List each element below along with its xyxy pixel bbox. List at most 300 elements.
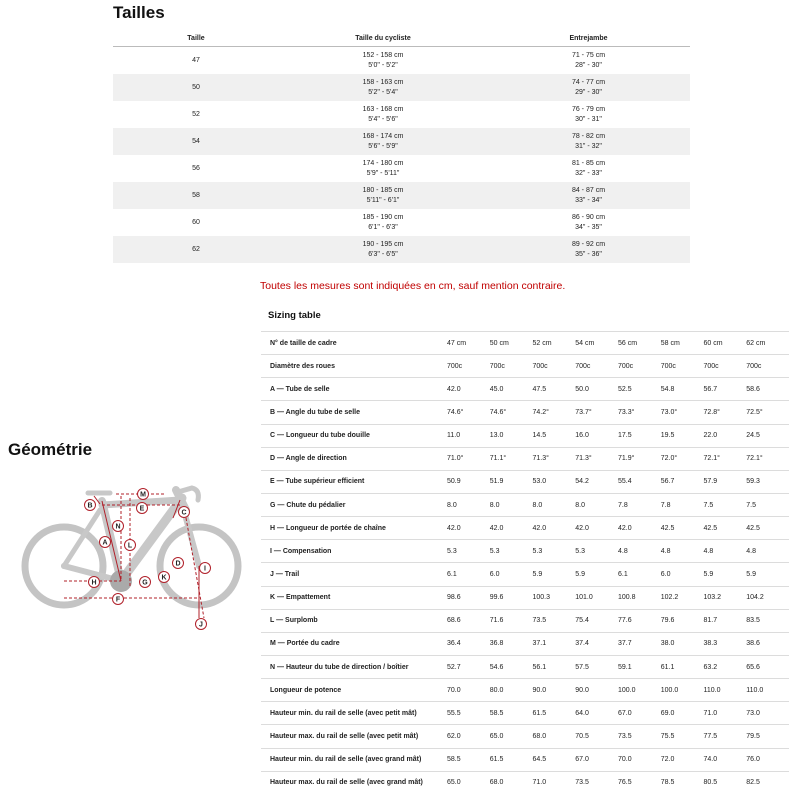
geometry-row-label: L — Surplomb [261, 609, 447, 632]
sizes-cell [487, 155, 690, 182]
size-cell: 54 [192, 137, 200, 145]
geometry-row-label: M — Portée du cadre [261, 632, 447, 655]
rider-height-in: 5'0" - 5'2" [368, 61, 398, 69]
geometry-value: 38.6 [746, 632, 789, 655]
frame-size-column-header: 58 cm [661, 332, 704, 355]
geometry-row-label: E — Tube supérieur efficient [261, 470, 447, 493]
svg-text:K: K [161, 574, 167, 582]
geometry-row-label: Hauteur max. du rail de selle (avec petit mât) [261, 725, 447, 748]
sizes-cell [279, 155, 487, 182]
inseam-in: 30" - 31" [575, 115, 602, 123]
inseam-cm: 81 - 85 cm [571, 159, 606, 167]
geometry-value: 71.3° [575, 447, 618, 470]
sizes-cell [279, 236, 487, 263]
frame-size-column-header: 50 cm [490, 332, 533, 355]
svg-text:N: N [115, 523, 121, 531]
geometry-row-label: Diamètre des roues [261, 355, 447, 378]
geometry-value: 72.5° [746, 401, 789, 424]
geometry-value: 72.1° [703, 447, 746, 470]
sizes-cell [487, 128, 690, 155]
svg-text:J: J [199, 621, 203, 629]
svg-text:H: H [91, 579, 97, 587]
geometry-value: 6.1 [447, 563, 490, 586]
svg-text:M: M [140, 491, 146, 499]
geometry-value: 58.5 [490, 702, 533, 725]
inseam-in: 34" - 35" [575, 223, 602, 231]
geometry-value: 58.5 [447, 748, 490, 771]
size-cell: 50 [192, 83, 200, 91]
geometry-value: 55.5 [447, 702, 490, 725]
geometry-row [261, 540, 789, 563]
geometry-row-label: Hauteur max. du rail de selle (avec grand mât) [261, 771, 447, 794]
geometry-value: 74.2° [532, 401, 575, 424]
geometry-value: 38.0 [661, 632, 704, 655]
geometry-row-label: H — Longueur de portée de chaîne [261, 517, 447, 540]
inseam-cm: 86 - 90 cm [571, 213, 606, 221]
geometry-value: 4.8 [661, 540, 704, 563]
geometry-value: 50.0 [575, 378, 618, 401]
geometry-value: 42.0 [532, 517, 575, 540]
geometry-value: 77.5 [703, 725, 746, 748]
label-G [140, 577, 151, 588]
sizes-cell [113, 74, 279, 101]
geometry-value: 67.0 [618, 702, 661, 725]
geometry-value: 700c [575, 355, 618, 378]
rider-height-in: 5'11" - 6'1" [366, 196, 400, 204]
sizes-row [113, 155, 690, 182]
geometry-row-label: G — Chute du pédalier [261, 493, 447, 516]
geometry-value: 11.0 [447, 424, 490, 447]
geometry-row [261, 586, 789, 609]
size-cell: 62 [192, 245, 200, 253]
sizes-cell [487, 236, 690, 263]
geometry-row [261, 748, 789, 771]
geometry-value: 55.4 [618, 470, 661, 493]
geometry-value: 42.0 [618, 517, 661, 540]
geometry-value: 74.6° [490, 401, 533, 424]
sizes-header-size: Taille [113, 30, 279, 47]
sizes-cell [279, 209, 487, 236]
label-K [159, 572, 170, 583]
geometry-value: 64.0 [575, 702, 618, 725]
geometry-row [261, 493, 789, 516]
geometry-value: 57.9 [703, 470, 746, 493]
geometry-value: 73.5 [575, 771, 618, 794]
sizes-cell [113, 155, 279, 182]
geometry-value: 101.0 [575, 586, 618, 609]
geometry-value: 79.5 [746, 725, 789, 748]
geometry-value: 72.8° [703, 401, 746, 424]
geometry-value: 45.0 [490, 378, 533, 401]
geometry-value: 75.5 [661, 725, 704, 748]
sizes-row [113, 74, 690, 101]
geometry-value: 42.5 [746, 517, 789, 540]
svg-text:L: L [127, 542, 133, 550]
geometry-value: 81.7 [703, 609, 746, 632]
geometry-row [261, 470, 789, 493]
geometry-value: 72.0° [661, 447, 704, 470]
geometry-value: 51.9 [490, 470, 533, 493]
sizes-cell [279, 74, 487, 101]
geometry-row [261, 424, 789, 447]
geometry-table [261, 331, 789, 794]
geometry-value: 71.0° [447, 447, 490, 470]
geometry-value: 70.0 [447, 679, 490, 702]
geometry-value: 61.1 [661, 655, 704, 678]
geometry-row [261, 447, 789, 470]
geometry-value: 8.0 [575, 493, 618, 516]
svg-text:C: C [181, 509, 187, 517]
inseam-cm: 84 - 87 cm [571, 186, 606, 194]
geometry-row [261, 725, 789, 748]
geometry-value: 42.5 [661, 517, 704, 540]
geometry-title: Géométrie [8, 440, 93, 459]
geometry-value: 14.5 [532, 424, 575, 447]
inseam-in: 31" - 32" [575, 142, 602, 150]
geometry-value: 42.0 [447, 378, 490, 401]
size-cell: 56 [192, 164, 200, 172]
geometry-value: 56.7 [661, 470, 704, 493]
geometry-value: 19.5 [661, 424, 704, 447]
inseam-in: 29" - 30" [575, 88, 602, 96]
inseam-cm: 89 - 92 cm [571, 240, 606, 248]
inseam-in: 35" - 36" [575, 250, 602, 258]
geometry-value: 73.0 [746, 702, 789, 725]
geometry-value: 700c [746, 355, 789, 378]
inseam-in: 33" - 34" [575, 196, 602, 204]
label-H [89, 577, 100, 588]
sizes-cell [487, 101, 690, 128]
geometry-value: 73.0° [661, 401, 704, 424]
size-cell: 52 [192, 110, 200, 118]
geometry-value: 6.1 [618, 563, 661, 586]
geometry-table-body [261, 332, 789, 794]
svg-text:E: E [139, 505, 145, 513]
rider-height-cm: 168 - 174 cm [362, 132, 404, 140]
rider-height-cm: 180 - 185 cm [362, 186, 404, 194]
geometry-value: 6.0 [490, 563, 533, 586]
geometry-row-label: Hauteur min. du rail de selle (avec petit mât) [261, 702, 447, 725]
geometry-row-label: I — Compensation [261, 540, 447, 563]
geometry-value: 103.2 [703, 586, 746, 609]
rider-height-in: 5'2" - 5'4" [368, 88, 398, 96]
geometry-value: 68.0 [532, 725, 575, 748]
svg-text:G: G [142, 579, 148, 587]
geometry-value: 68.0 [490, 771, 533, 794]
geometry-value: 110.0 [746, 679, 789, 702]
rider-height-in: 5'6" - 5'9" [368, 142, 398, 150]
geometry-value: 24.5 [746, 424, 789, 447]
size-cell: 60 [192, 218, 200, 226]
geometry-value: 65.0 [490, 725, 533, 748]
frame-size-column-header: 54 cm [575, 332, 618, 355]
geometry-value: 4.8 [703, 540, 746, 563]
rider-height-cm: 185 - 190 cm [362, 213, 404, 221]
geometry-row-label: C — Longueur du tube douille [261, 424, 447, 447]
geometry-value: 8.0 [447, 493, 490, 516]
sizes-header-row [113, 30, 690, 47]
geometry-value: 64.5 [532, 748, 575, 771]
geometry-value: 73.5 [618, 725, 661, 748]
geometry-value: 4.8 [746, 540, 789, 563]
geometry-value: 100.0 [661, 679, 704, 702]
geometry-value: 83.5 [746, 609, 789, 632]
inseam-in: 32" - 33" [575, 169, 602, 177]
geometry-value: 71.6 [490, 609, 533, 632]
geometry-value: 52.5 [618, 378, 661, 401]
geometry-value: 22.0 [703, 424, 746, 447]
sizes-cell [279, 182, 487, 209]
label-F [113, 594, 124, 605]
geometry-value: 54.8 [661, 378, 704, 401]
geometry-value: 75.4 [575, 609, 618, 632]
geometry-value: 52.7 [447, 655, 490, 678]
svg-text:B: B [87, 502, 93, 510]
geometry-value: 56.7 [703, 378, 746, 401]
geometry-value: 700c [703, 355, 746, 378]
geometry-value: 90.0 [532, 679, 575, 702]
geometry-row [261, 655, 789, 678]
sizes-cell [487, 182, 690, 209]
geometry-value: 5.9 [575, 563, 618, 586]
sizes-cell [487, 209, 690, 236]
geometry-value: 71.0 [703, 702, 746, 725]
svg-text:D: D [175, 560, 181, 568]
geometry-value: 110.0 [703, 679, 746, 702]
inseam-in: 28" - 30" [575, 61, 602, 69]
geometry-value: 5.3 [575, 540, 618, 563]
rider-height-cm: 158 - 163 cm [362, 78, 404, 86]
size-cell: 47 [192, 56, 200, 64]
rider-height-in: 5'4" - 5'6" [368, 115, 398, 123]
geometry-value: 54.6 [490, 655, 533, 678]
geometry-value: 17.5 [618, 424, 661, 447]
inseam-cm: 71 - 75 cm [571, 51, 606, 59]
sizes-cell [487, 74, 690, 101]
geometry-value: 68.6 [447, 609, 490, 632]
sizes-cell [279, 101, 487, 128]
sizes-body [113, 47, 690, 264]
rider-height-cm: 190 - 195 cm [362, 240, 404, 248]
geometry-header-row [261, 332, 789, 355]
geometry-value: 56.1 [532, 655, 575, 678]
geometry-value: 100.3 [532, 586, 575, 609]
sizes-cell [113, 101, 279, 128]
geometry-row-label: K — Empattement [261, 586, 447, 609]
sizes-row [113, 47, 690, 75]
geometry-value: 82.5 [746, 771, 789, 794]
geometry-value: 71.1° [490, 447, 533, 470]
geometry-value: 65.6 [746, 655, 789, 678]
geometry-value: 90.0 [575, 679, 618, 702]
label-M [138, 489, 149, 500]
geometry-value: 100.8 [618, 586, 661, 609]
geometry-value: 62.0 [447, 725, 490, 748]
geometry-row [261, 632, 789, 655]
geometry-value: 47.5 [532, 378, 575, 401]
geometry-row [261, 517, 789, 540]
geometry-row [261, 679, 789, 702]
geometry-value: 73.3° [618, 401, 661, 424]
geometry-value: 37.7 [618, 632, 661, 655]
geometry-row-label: B — Angle du tube de selle [261, 401, 447, 424]
geometry-value: 72.0 [661, 748, 704, 771]
geometry-value: 100.0 [618, 679, 661, 702]
geometry-value: 77.6 [618, 609, 661, 632]
geometry-value: 65.0 [447, 771, 490, 794]
geometry-value: 73.5 [532, 609, 575, 632]
frame-size-column-header: 60 cm [703, 332, 746, 355]
geometry-value: 74.6° [447, 401, 490, 424]
frame-size-column-header: 52 cm [532, 332, 575, 355]
geometry-row-label: J — Trail [261, 563, 447, 586]
label-C [179, 507, 190, 518]
rider-height-in: 6'1" - 6'3" [368, 223, 398, 231]
geometry-row-label: D — Angle de direction [261, 447, 447, 470]
label-A [100, 537, 111, 548]
geometry-value: 700c [447, 355, 490, 378]
geometry-value: 61.5 [532, 702, 575, 725]
sizes-cell [113, 182, 279, 209]
sizes-row [113, 182, 690, 209]
label-E [137, 503, 148, 514]
sizes-cell [113, 47, 279, 75]
geometry-value: 5.9 [532, 563, 575, 586]
geometry-value: 700c [490, 355, 533, 378]
geometry-value: 72.1° [746, 447, 789, 470]
label-L [125, 540, 136, 551]
sizes-table [113, 30, 690, 263]
size-cell: 58 [192, 191, 200, 199]
geometry-value: 5.3 [532, 540, 575, 563]
svg-text:A: A [102, 539, 108, 547]
geometry-value: 42.5 [703, 517, 746, 540]
geometry-value: 78.5 [661, 771, 704, 794]
frame-size-column-header: 56 cm [618, 332, 661, 355]
geometry-value: 71.9° [618, 447, 661, 470]
geometry-value: 37.4 [575, 632, 618, 655]
geometry-value: 59.3 [746, 470, 789, 493]
geometry-value: 8.0 [532, 493, 575, 516]
geometry-value: 104.2 [746, 586, 789, 609]
geometry-value: 76.0 [746, 748, 789, 771]
sizes-header-inseam: Entrejambe [487, 30, 690, 47]
label-B [85, 500, 96, 511]
geometry-value: 70.5 [575, 725, 618, 748]
geometry-value: 5.9 [703, 563, 746, 586]
label-N [113, 521, 124, 532]
geometry-value: 38.3 [703, 632, 746, 655]
geometry-value: 58.6 [746, 378, 789, 401]
geometry-value: 79.6 [661, 609, 704, 632]
geometry-value: 102.2 [661, 586, 704, 609]
geometry-row-label: Longueur de potence [261, 679, 447, 702]
geometry-value: 42.0 [490, 517, 533, 540]
geometry-value: 7.8 [618, 493, 661, 516]
geometry-value: 16.0 [575, 424, 618, 447]
geometry-value: 67.0 [575, 748, 618, 771]
label-J [196, 619, 207, 630]
geometry-row [261, 609, 789, 632]
sizing-table-title: Sizing table [268, 310, 321, 321]
label-D [173, 558, 184, 569]
geometry-value: 13.0 [490, 424, 533, 447]
sizes-cell [279, 47, 487, 75]
sizes-cell [279, 128, 487, 155]
label-I [200, 563, 211, 574]
geometry-value: 73.7° [575, 401, 618, 424]
inseam-cm: 78 - 82 cm [571, 132, 606, 140]
inseam-cm: 74 - 77 cm [571, 78, 606, 86]
geometry-value: 53.0 [532, 470, 575, 493]
geometry-value: 5.3 [447, 540, 490, 563]
geometry-value: 42.0 [447, 517, 490, 540]
inseam-cm: 76 - 79 cm [571, 105, 606, 113]
svg-text:I: I [204, 565, 206, 573]
geometry-value: 98.6 [447, 586, 490, 609]
geometry-value: 69.0 [661, 702, 704, 725]
sizes-title: Tailles [113, 3, 165, 22]
frame-size-column-header: 62 cm [746, 332, 789, 355]
geometry-value: 59.1 [618, 655, 661, 678]
geometry-row [261, 771, 789, 794]
geometry-row-label: N — Hauteur du tube de direction / boîtier [261, 655, 447, 678]
frame-size-column-header: 47 cm [447, 332, 490, 355]
sizes-cell [113, 236, 279, 263]
geometry-value: 54.2 [575, 470, 618, 493]
geometry-value: 71.0 [532, 771, 575, 794]
svg-text:F: F [115, 596, 121, 604]
geometry-value: 61.5 [490, 748, 533, 771]
rider-height-in: 6'3" - 6'5" [368, 250, 398, 258]
rider-height-cm: 163 - 168 cm [362, 105, 404, 113]
sizes-header-rider-height: Taille du cycliste [279, 30, 487, 47]
sizes-row [113, 101, 690, 128]
geometry-value: 42.0 [575, 517, 618, 540]
geometry-value: 700c [618, 355, 661, 378]
rider-height-in: 5'9" - 5'11" [366, 169, 400, 177]
geometry-value: 57.5 [575, 655, 618, 678]
geometry-value: 36.8 [490, 632, 533, 655]
sizes-row [113, 128, 690, 155]
geometry-value: 4.8 [618, 540, 661, 563]
geometry-value: 5.3 [490, 540, 533, 563]
geometry-value: 71.3° [532, 447, 575, 470]
geometry-value: 7.5 [703, 493, 746, 516]
geometry-value: 7.5 [746, 493, 789, 516]
geometry-value: 80.5 [703, 771, 746, 794]
sizes-cell [487, 47, 690, 75]
rider-height-cm: 152 - 158 cm [362, 51, 404, 59]
geometry-value: 99.6 [490, 586, 533, 609]
sizes-row [113, 236, 690, 263]
sizes-row [113, 209, 690, 236]
geometry-value: 70.0 [618, 748, 661, 771]
rider-height-cm: 174 - 180 cm [362, 159, 404, 167]
geometry-row [261, 702, 789, 725]
geometry-row [261, 563, 789, 586]
geometry-value: 80.0 [490, 679, 533, 702]
geometry-value: 76.5 [618, 771, 661, 794]
units-note: Toutes les mesures sont indiquées en cm, sauf mention contraire. [260, 280, 566, 292]
geometry-row [261, 401, 789, 424]
geometry-row-label: Hauteur min. du rail de selle (avec grand mât) [261, 748, 447, 771]
geometry-value: 63.2 [703, 655, 746, 678]
geometry-value: 37.1 [532, 632, 575, 655]
geometry-value: 5.9 [746, 563, 789, 586]
geometry-value: 50.9 [447, 470, 490, 493]
bike-geometry-diagram [18, 478, 248, 636]
